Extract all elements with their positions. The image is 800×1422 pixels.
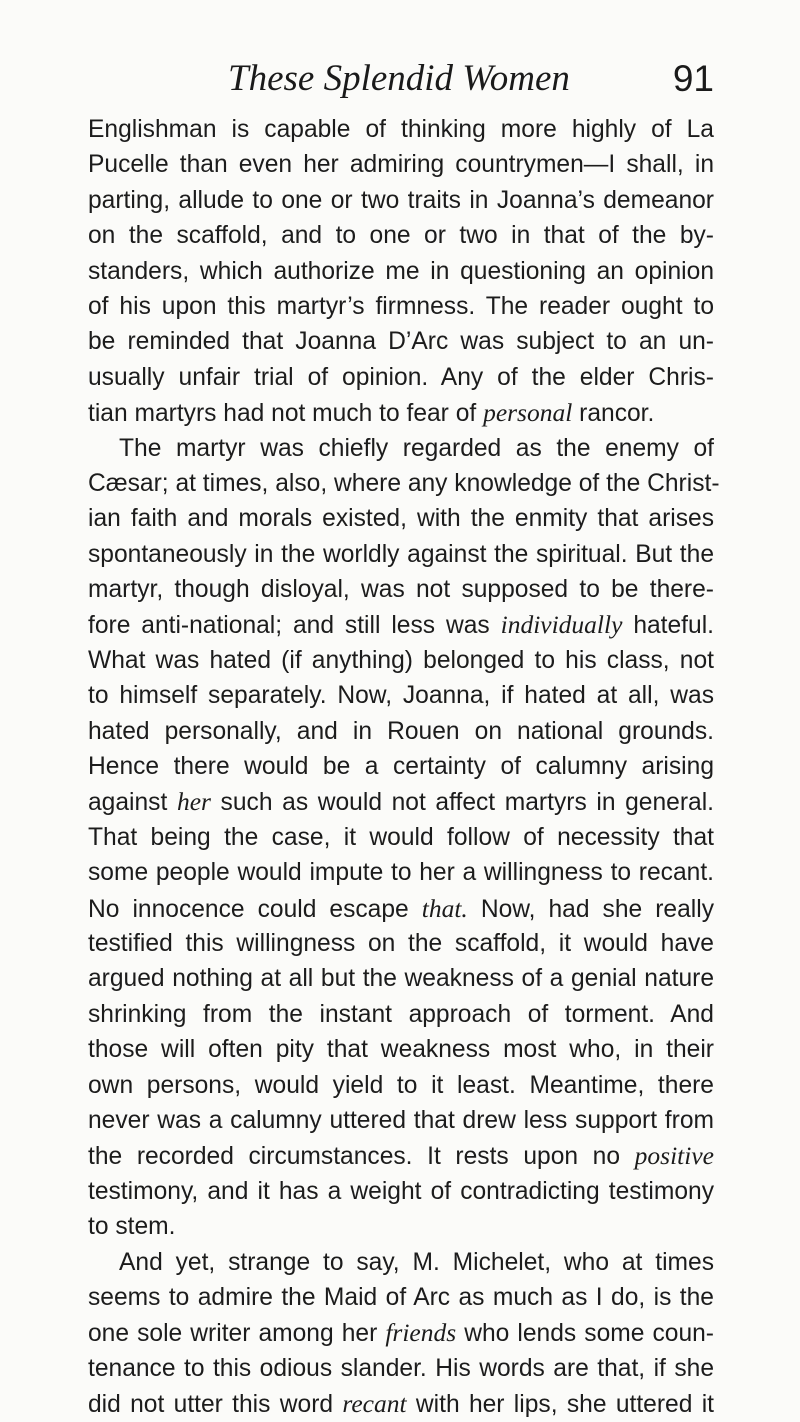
italic-emphasis: individually [500, 610, 623, 640]
book-page [88, 56, 720, 1421]
text-line: one sole writer among her friends who lends some coun- [88, 1318, 714, 1348]
text-line: be reminded that Joanna D’Arc was subject to an un- [88, 328, 714, 356]
text-line: testified this willingness on the scaffold, it would have [88, 929, 714, 957]
text-line: those will often pity that weakness most who, in their [88, 1036, 714, 1064]
body-text [88, 112, 720, 1421]
italic-emphasis: her [176, 787, 211, 817]
text-line: against her such as would not affect martyrs in general. [88, 787, 715, 817]
text-line: to himself separately. Now, Joanna, if hated at all, was [88, 682, 714, 710]
text-line: standers, which authorize me in questioning an opinion [88, 257, 714, 285]
text-line: some people would impute to her a willingness to recant. [88, 859, 714, 887]
text-line: What was hated (if anything) belonged to his class, not [88, 646, 714, 674]
text-line: ian faith and morals existed, with the enmity that arises [88, 505, 714, 533]
text-line: No innocence could escape that. Now, had she really [88, 893, 715, 923]
text-line: tenance to this odious slander. His words are that, if she [88, 1354, 714, 1382]
italic-emphasis: personal [483, 398, 573, 428]
italic-emphasis: that. [421, 893, 468, 923]
text-line: seems to admire the Maid of Arc as much as I do, is the [88, 1283, 714, 1311]
text-line: never was a calumny uttered that drew less support from [88, 1106, 714, 1134]
text-line: hated personally, and in Rouen on national grounds. [88, 717, 714, 745]
paragraph-start-line: And yet, strange to say, M. Michelet, who at times [119, 1248, 714, 1276]
text-line: the recorded circumstances. It rests upon no positive [88, 1141, 714, 1171]
page-number: 91 [672, 58, 714, 99]
text-line: parting, allude to one or two traits in Joanna’s demeanor [88, 186, 714, 214]
text-line: of his upon this martyr’s firmness. The reader ought to [88, 292, 714, 320]
text-line: testimony, and it has a weight of contradicting testimony [88, 1177, 714, 1205]
text-line: argued nothing at all but the weakness of a genial nature [88, 965, 714, 993]
text-line: did not utter this word recant with her lips, she uttered it [88, 1389, 714, 1419]
italic-emphasis: friends [385, 1318, 457, 1348]
text-line: Englishman is capable of thinking more highly of La [88, 116, 714, 143]
paragraph-start-line: The martyr was chiefly regarded as the enemy of [119, 434, 714, 462]
text-line: That being the case, it would follow of necessity that [88, 823, 714, 851]
text-line: shrinking from the instant approach of torment. And [88, 1000, 714, 1028]
text-line: on the scaffold, and to one or two in that of the by- [88, 222, 714, 250]
text-line: own persons, would yield to it least. Meantime, there [88, 1071, 714, 1099]
italic-emphasis: recant [342, 1389, 407, 1419]
text-line: Hence there would be a certainty of calumny arising [88, 753, 714, 781]
text-line: Pucelle than even her admiring countrymen—I shall, in [88, 151, 714, 179]
text-line: spontaneously in the worldly against the spiritual. But the [88, 540, 714, 568]
running-title: These Splendid Women [228, 58, 570, 99]
text-line: to stem. [88, 1213, 176, 1241]
text-line: fore anti-national; and still less was individually hateful. [88, 610, 714, 640]
italic-emphasis: positive [634, 1141, 714, 1171]
text-line: usually unfair trial of opinion. Any of the elder Chris- [88, 363, 714, 391]
running-head [88, 56, 714, 102]
text-line: Cæsar; at times, also, where any knowledge of the Christ- [88, 469, 720, 497]
text-line: tian martyrs had not much to fear of personal rancor. [88, 398, 655, 428]
text-line: martyr, though disloyal, was not supposed to be there- [88, 576, 714, 604]
